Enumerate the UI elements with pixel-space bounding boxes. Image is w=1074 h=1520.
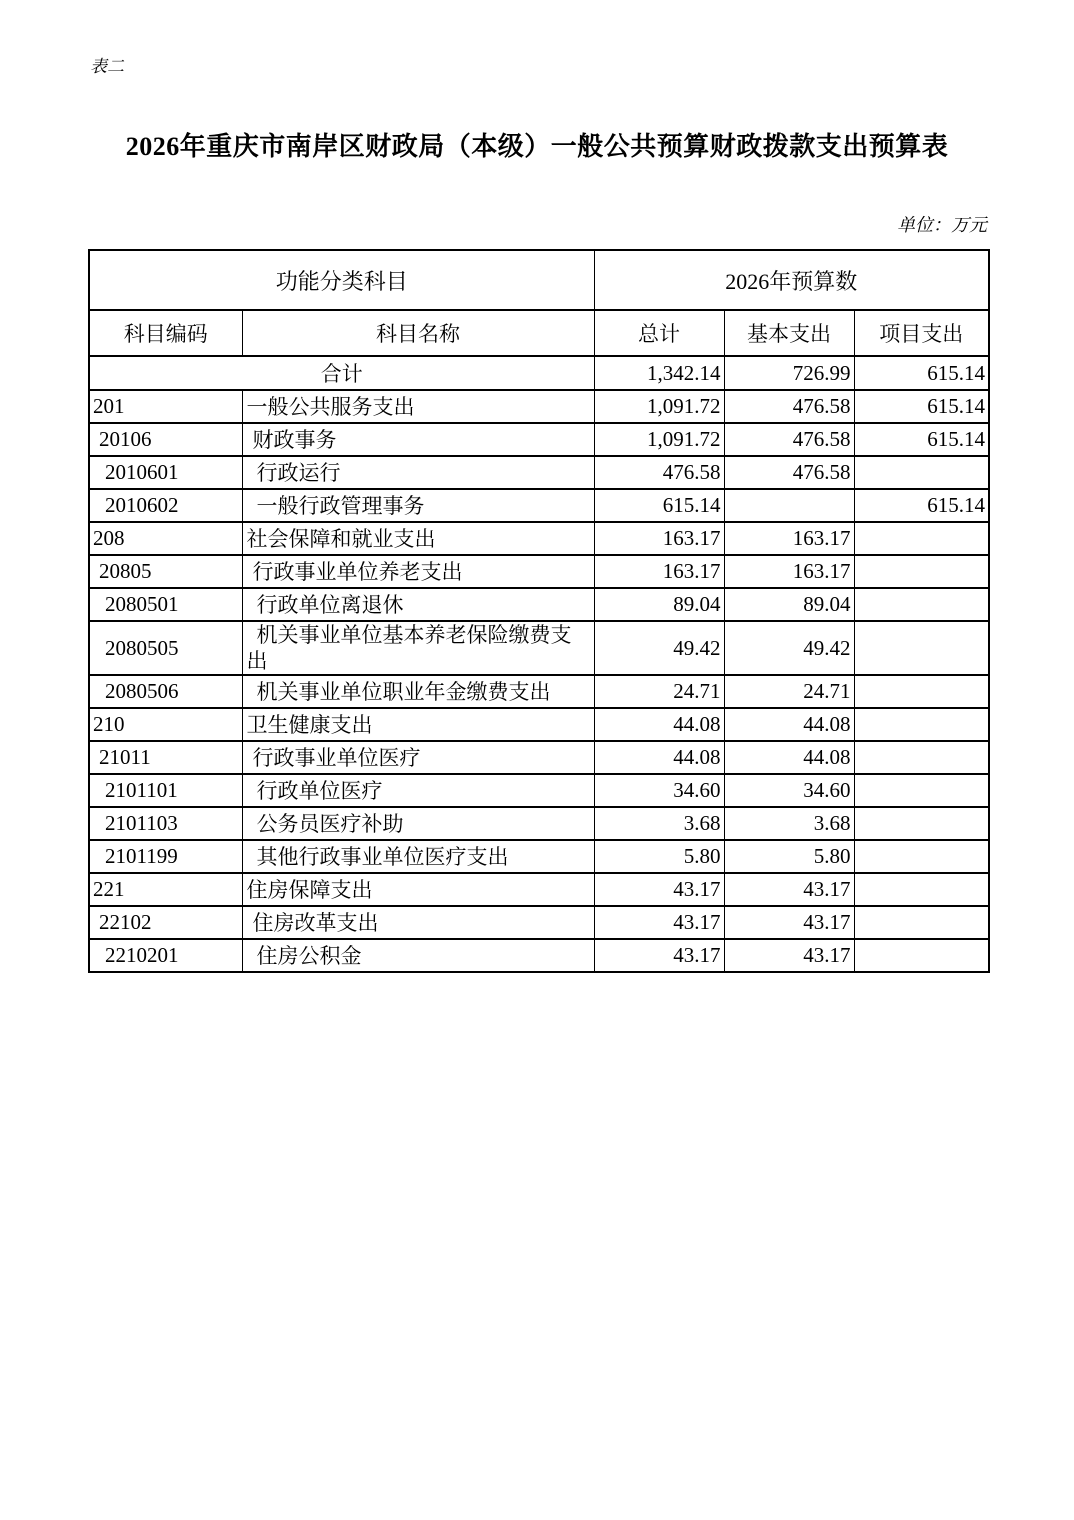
cell-total: 44.08 <box>594 741 724 774</box>
cell-total: 24.71 <box>594 675 724 708</box>
cell-basic: 89.04 <box>724 588 854 621</box>
cell-subject-code: 21011 <box>89 741 242 774</box>
cell-project: 615.14 <box>854 423 989 456</box>
table-row <box>89 423 989 456</box>
total-label: 合计 <box>89 356 594 390</box>
cell-subject-code: 221 <box>89 873 242 906</box>
cell-subject-name: 行政单位医疗 <box>242 774 594 807</box>
cell-basic: 476.58 <box>724 390 854 423</box>
table-row <box>89 588 989 621</box>
cell-subject-code: 201 <box>89 390 242 423</box>
budget-table <box>88 249 990 973</box>
cell-subject-name: 行政事业单位医疗 <box>242 741 594 774</box>
cell-basic: 44.08 <box>724 708 854 741</box>
cell-total: 1,091.72 <box>594 423 724 456</box>
table-row <box>89 555 989 588</box>
table-row <box>89 840 989 873</box>
cell-subject-code: 2101103 <box>89 807 242 840</box>
header-total: 总计 <box>594 310 724 356</box>
cell-project <box>854 840 989 873</box>
cell-total: 89.04 <box>594 588 724 621</box>
cell-subject-name: 住房保障支出 <box>242 873 594 906</box>
total-row <box>89 356 989 390</box>
cell-project <box>854 522 989 555</box>
header-functional-category: 功能分类科目 <box>89 250 594 310</box>
cell-subject-code: 20106 <box>89 423 242 456</box>
table-row <box>89 906 989 939</box>
cell-total: 3.68 <box>594 807 724 840</box>
cell-basic: 43.17 <box>724 906 854 939</box>
cell-total: 44.08 <box>594 708 724 741</box>
cell-basic: 476.58 <box>724 456 854 489</box>
cell-project <box>854 906 989 939</box>
cell-project <box>854 675 989 708</box>
table-row <box>89 774 989 807</box>
cell-basic: 34.60 <box>724 774 854 807</box>
cell-basic: 163.17 <box>724 522 854 555</box>
cell-total: 34.60 <box>594 774 724 807</box>
cell-basic: 24.71 <box>724 675 854 708</box>
table-row <box>89 390 989 423</box>
table-row <box>89 939 989 972</box>
total-basic-cell: 726.99 <box>724 356 854 390</box>
cell-subject-name: 一般公共服务支出 <box>242 390 594 423</box>
cell-subject-name: 住房改革支出 <box>242 906 594 939</box>
cell-project: 615.14 <box>854 390 989 423</box>
table-row <box>89 675 989 708</box>
cell-subject-name: 机关事业单位职业年金缴费支出 <box>242 675 594 708</box>
table-row <box>89 489 989 522</box>
table-row <box>89 741 989 774</box>
header-columns-row <box>89 310 989 356</box>
cell-total: 1,091.72 <box>594 390 724 423</box>
cell-total: 43.17 <box>594 873 724 906</box>
cell-basic: 49.42 <box>724 621 854 675</box>
cell-basic: 5.80 <box>724 840 854 873</box>
cell-project <box>854 807 989 840</box>
cell-subject-code: 2080505 <box>89 621 242 675</box>
table-row <box>89 621 989 675</box>
cell-total: 163.17 <box>594 555 724 588</box>
table-label: 表二 <box>90 57 124 76</box>
cell-subject-code: 2080506 <box>89 675 242 708</box>
cell-subject-name: 行政单位离退休 <box>242 588 594 621</box>
cell-subject-name: 财政事务 <box>242 423 594 456</box>
cell-basic: 476.58 <box>724 423 854 456</box>
cell-subject-name: 一般行政管理事务 <box>242 489 594 522</box>
cell-subject-code: 2101101 <box>89 774 242 807</box>
cell-subject-name: 社会保障和就业支出 <box>242 522 594 555</box>
cell-project: 615.14 <box>854 489 989 522</box>
cell-subject-code: 20805 <box>89 555 242 588</box>
cell-subject-code: 2210201 <box>89 939 242 972</box>
table-row <box>89 708 989 741</box>
table-row <box>89 807 989 840</box>
cell-basic: 163.17 <box>724 555 854 588</box>
table-row <box>89 873 989 906</box>
cell-project <box>854 939 989 972</box>
cell-subject-code: 2010601 <box>89 456 242 489</box>
cell-subject-name: 其他行政事业单位医疗支出 <box>242 840 594 873</box>
cell-subject-name: 行政事业单位养老支出 <box>242 555 594 588</box>
cell-subject-name: 住房公积金 <box>242 939 594 972</box>
cell-project <box>854 708 989 741</box>
cell-subject-name: 机关事业单位基本养老保险缴费支出 <box>242 621 594 675</box>
cell-project <box>854 588 989 621</box>
page-title: 2026年重庆市南岸区财政局（本级）一般公共预算财政拨款支出预算表 <box>125 132 949 161</box>
cell-subject-code: 208 <box>89 522 242 555</box>
cell-subject-code: 210 <box>89 708 242 741</box>
header-subject-name: 科目名称 <box>242 310 594 356</box>
header-group-row <box>89 250 989 310</box>
cell-subject-code: 2010602 <box>89 489 242 522</box>
cell-basic: 3.68 <box>724 807 854 840</box>
cell-project <box>854 456 989 489</box>
table-row <box>89 456 989 489</box>
cell-total: 43.17 <box>594 939 724 972</box>
cell-total: 49.42 <box>594 621 724 675</box>
cell-total: 163.17 <box>594 522 724 555</box>
cell-subject-name: 卫生健康支出 <box>242 708 594 741</box>
table-body <box>89 356 989 972</box>
cell-subject-name: 公务员医疗补助 <box>242 807 594 840</box>
cell-total: 43.17 <box>594 906 724 939</box>
cell-subject-code: 22102 <box>89 906 242 939</box>
header-budget-2026: 2026年预算数 <box>594 250 989 310</box>
total-project-cell: 615.14 <box>854 356 989 390</box>
total-sum-cell: 1,342.14 <box>594 356 724 390</box>
cell-subject-name: 行政运行 <box>242 456 594 489</box>
cell-project <box>854 621 989 675</box>
cell-project <box>854 774 989 807</box>
cell-total: 5.80 <box>594 840 724 873</box>
cell-total: 615.14 <box>594 489 724 522</box>
cell-basic: 43.17 <box>724 873 854 906</box>
cell-project <box>854 873 989 906</box>
header-subject-code: 科目编码 <box>89 310 242 356</box>
header-project-expenditure: 项目支出 <box>854 310 989 356</box>
header-basic-expenditure: 基本支出 <box>724 310 854 356</box>
cell-subject-code: 2101199 <box>89 840 242 873</box>
cell-subject-code: 2080501 <box>89 588 242 621</box>
cell-project <box>854 555 989 588</box>
cell-basic: 44.08 <box>724 741 854 774</box>
unit-note: 单位：万元 <box>897 215 987 235</box>
cell-basic <box>724 489 854 522</box>
cell-total: 476.58 <box>594 456 724 489</box>
cell-project <box>854 741 989 774</box>
table-row <box>89 522 989 555</box>
cell-basic: 43.17 <box>724 939 854 972</box>
